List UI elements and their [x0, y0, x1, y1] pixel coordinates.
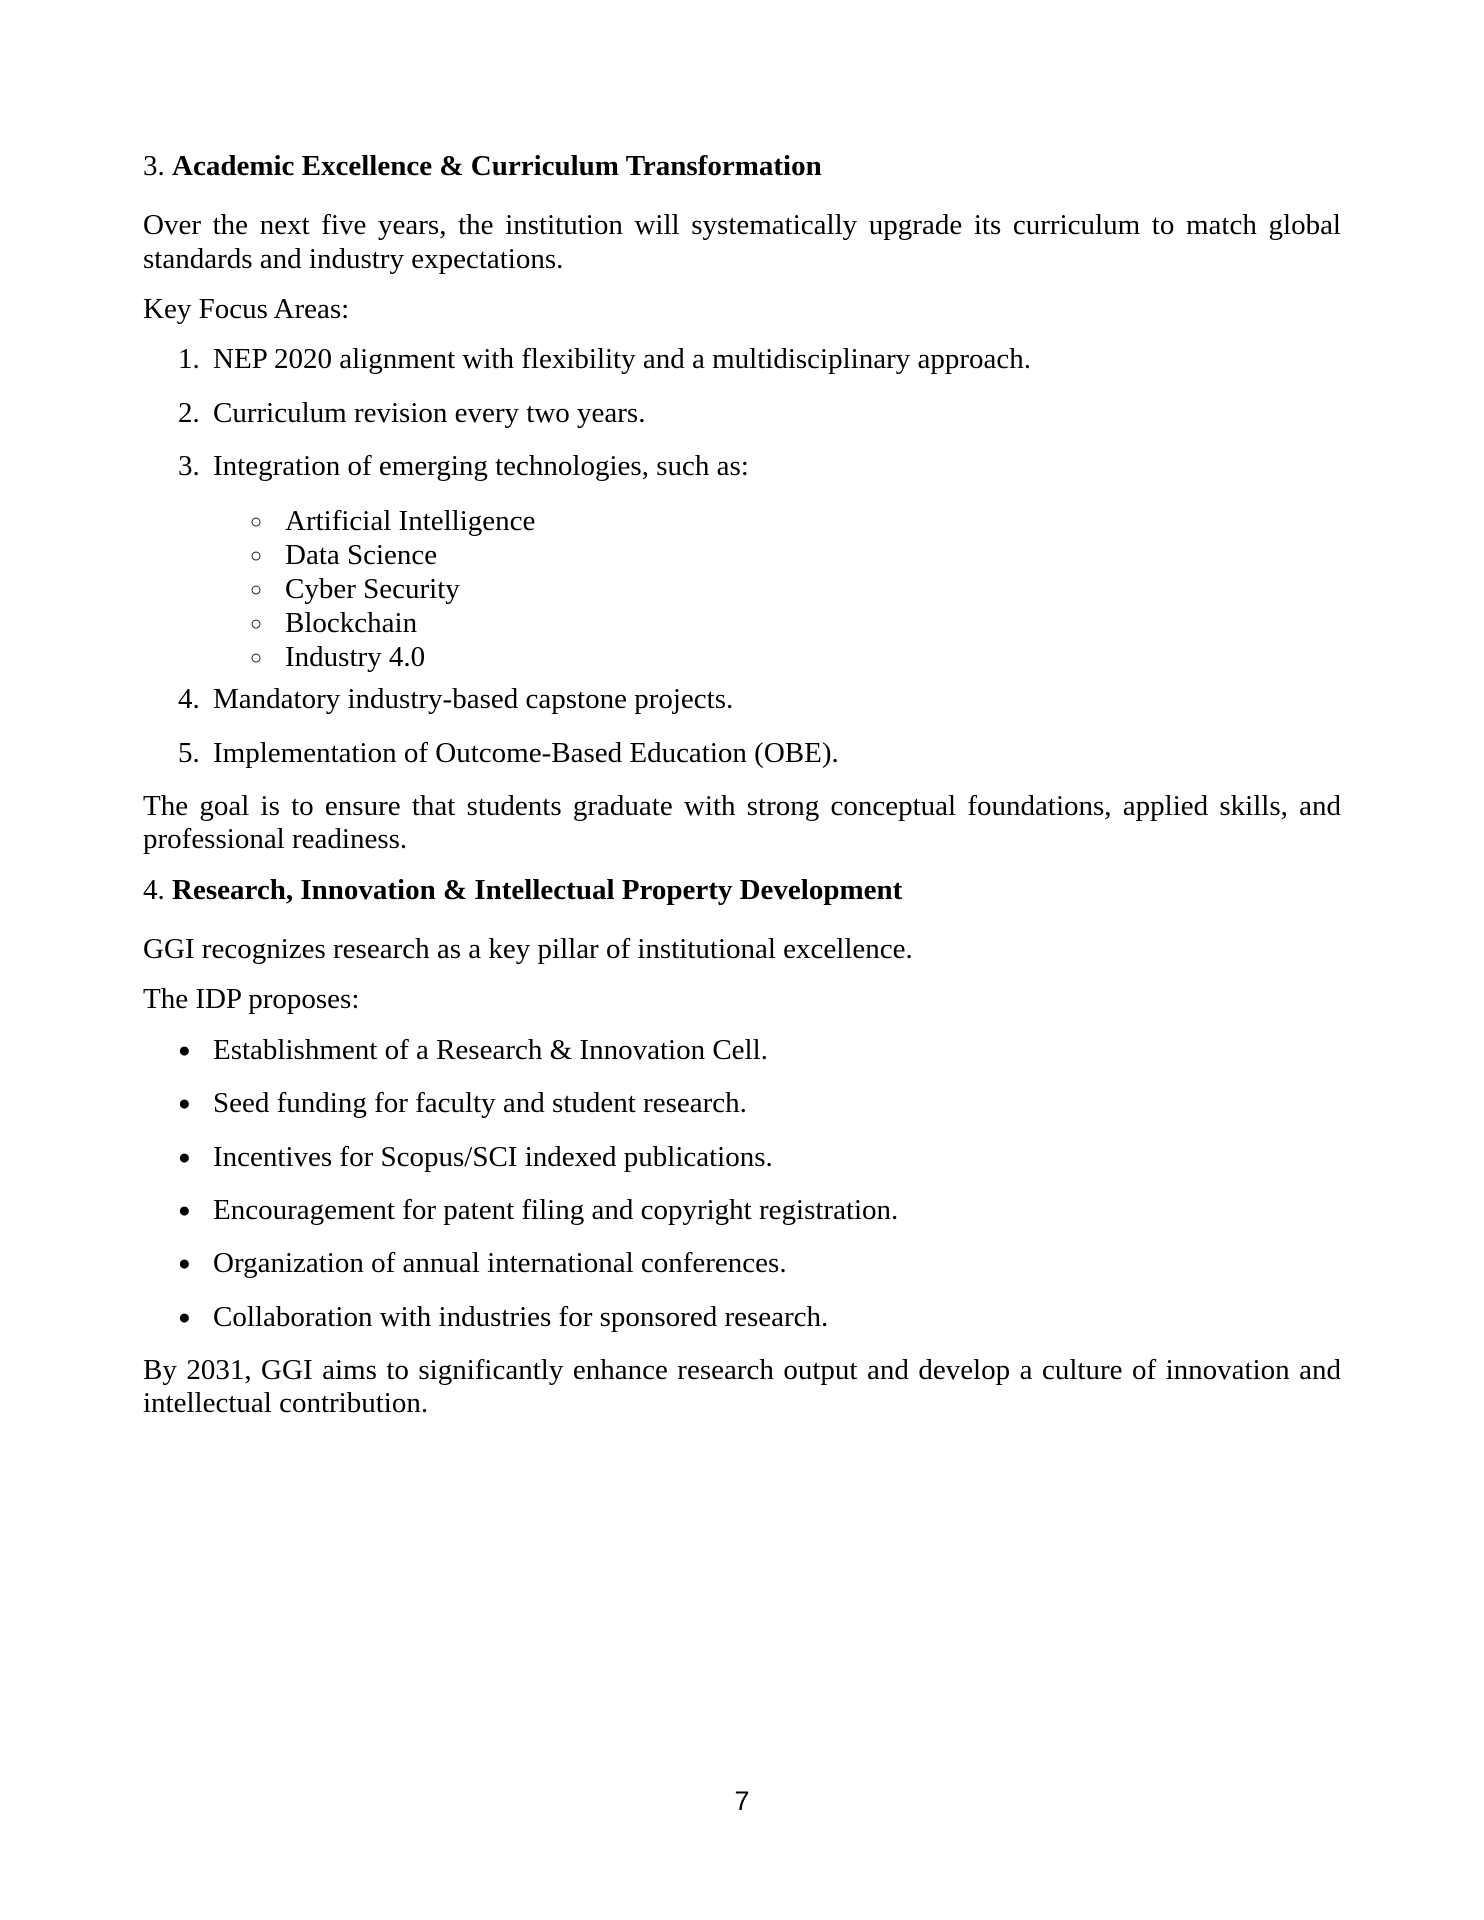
circle-bullet-icon: ○ — [250, 511, 263, 534]
section-3-heading-title: Academic Excellence & Curriculum Transformation — [172, 150, 822, 182]
sub-list-item — [143, 505, 1341, 539]
sub-list-item-text: Industry 4.0 — [285, 641, 426, 674]
page-number: 7 — [734, 1786, 750, 1816]
bullet-item-text: Establishment of a Research & Innovation Cell. — [213, 1033, 768, 1066]
section-3-heading — [143, 150, 1341, 183]
numbered-list-item — [143, 683, 1341, 716]
section-4-intro-paragraph: GGI recognizes research as a key pillar of institutional excellence. — [143, 933, 913, 966]
section-3-heading-number: 3. — [143, 150, 165, 182]
sub-list-item — [143, 641, 1341, 675]
sub-list-item-text: Cyber Security — [285, 573, 460, 606]
section-4-heading — [143, 874, 1341, 907]
numbered-list-item — [143, 397, 1341, 430]
sub-list-item — [143, 573, 1341, 607]
disc-bullet-icon: ● — [178, 1197, 191, 1222]
sub-list-item — [143, 539, 1341, 573]
section-4-heading-title: Research, Innovation & Intellectual Property Development — [172, 873, 903, 906]
disc-bullet-icon: ● — [178, 1251, 191, 1276]
disc-bullet-icon: ● — [178, 1304, 191, 1329]
list-item-text: Integration of emerging technologies, such as: — [213, 450, 749, 483]
idp-proposes-label: The IDP proposes: — [143, 983, 360, 1016]
circle-bullet-icon: ○ — [250, 579, 263, 602]
circle-bullet-icon: ○ — [250, 647, 263, 670]
circle-bullet-icon: ○ — [250, 545, 263, 568]
bullet-item-text: Seed funding for faculty and student research. — [213, 1087, 747, 1120]
list-item-text: NEP 2020 alignment with flexibility and a multidisciplinary approach. — [213, 343, 1032, 376]
disc-bullet-icon: ● — [178, 1037, 191, 1062]
key-focus-numbered-list — [143, 343, 1341, 770]
list-item-text: Mandatory industry-based capstone projects. — [213, 683, 734, 716]
list-item-text: Implementation of Outcome-Based Education (OBE). — [213, 736, 839, 769]
disc-bullet-icon: ● — [178, 1091, 191, 1116]
list-number-marker: 1. — [178, 343, 200, 376]
section-4-heading-number: 4. — [143, 873, 165, 906]
sub-list-item-text: Data Science — [285, 539, 438, 572]
disc-bullet-icon: ● — [178, 1144, 191, 1169]
bullet-list-item — [143, 1034, 1341, 1067]
list-number-marker: 4. — [178, 683, 200, 716]
list-item-text: Curriculum revision every two years. — [213, 396, 646, 429]
list-number-marker: 3. — [178, 450, 200, 483]
key-focus-areas-label: Key Focus Areas: — [143, 293, 350, 326]
numbered-list-item — [143, 737, 1341, 770]
numbered-list-item — [143, 450, 1341, 483]
list-number-marker: 5. — [178, 736, 200, 769]
list-number-marker: 2. — [178, 396, 200, 429]
bullet-list-item — [143, 1247, 1341, 1280]
bullet-item-text: Encouragement for patent filing and copyright registration. — [213, 1193, 899, 1226]
bullet-list-item — [143, 1301, 1341, 1334]
bullet-list-item — [143, 1194, 1341, 1227]
section-4-closing-paragraph: By 2031, GGI aims to significantly enhance research output and develop a culture of innovation and intellectual contribution. — [143, 1353, 1341, 1420]
bullet-item-text: Organization of annual international conferences. — [213, 1247, 787, 1280]
bullet-list-item — [143, 1141, 1341, 1174]
section-3-closing-paragraph: The goal is to ensure that students graduate with strong conceptual foundations, applied skills, and professional readiness. — [143, 790, 1341, 856]
bullet-list-item — [143, 1087, 1341, 1120]
numbered-list-item — [143, 343, 1341, 376]
sub-list-item-text: Blockchain — [285, 607, 418, 640]
bullet-item-text: Collaboration with industries for sponsored research. — [213, 1300, 829, 1333]
technologies-sub-list — [143, 505, 1341, 675]
section-3-intro-paragraph: Over the next five years, the institution will systematically upgrade its curriculum to match global standards and industry expectations. — [143, 209, 1341, 275]
sub-list-item — [143, 607, 1341, 641]
bullet-item-text: Incentives for Scopus/SCI indexed publications. — [213, 1140, 773, 1173]
sub-list-item-text: Artificial Intelligence — [285, 505, 536, 538]
circle-bullet-icon: ○ — [250, 613, 263, 636]
idp-bullet-list — [143, 1034, 1341, 1334]
